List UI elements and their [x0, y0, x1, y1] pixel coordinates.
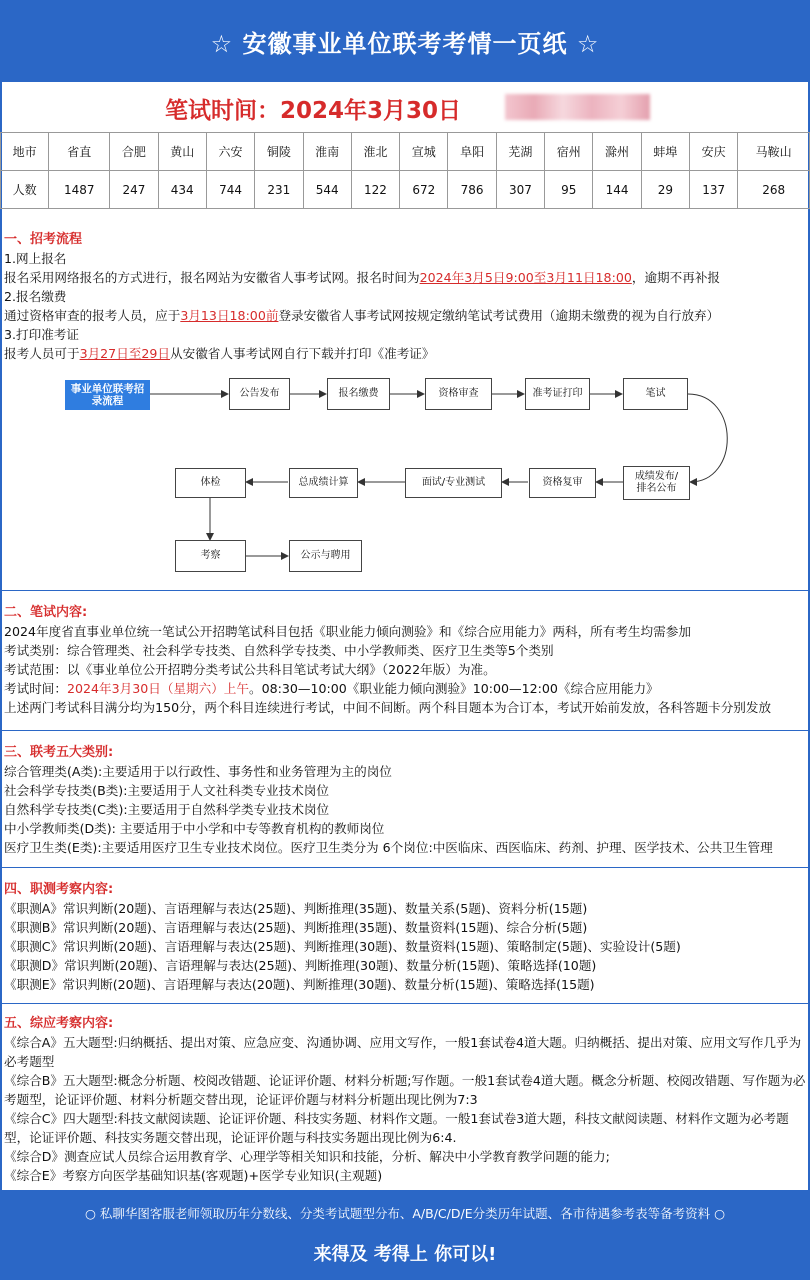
table-row-header: 地市: [1, 133, 49, 171]
table-cell: 231: [255, 171, 303, 209]
text-line: 考题型，论证评价题、材料分析题交替出现，论证评价题与材料分析题出现比例为7:3: [4, 1092, 478, 1107]
table-cell: 铜陵: [255, 133, 303, 171]
flow-step: 总成绩计算: [289, 468, 358, 498]
flow-step: 公告发布: [229, 378, 290, 410]
table-row: [1, 133, 810, 171]
text-line: 报考人员可于3月27日至29日从安徽省人事考试网自行下载并打印《准考证》: [4, 346, 435, 361]
list-item: 《职测E》常识判断(20题)、言语理解与表达(20题)、判断推理(30题)、数量分析(15题)、策略选择(15题): [4, 977, 595, 992]
registration-period: 2024年3月5日9:00至3月11日18:00: [419, 270, 632, 285]
section-comprehensive-content: [4, 1014, 806, 1185]
table-cell: 137: [690, 171, 738, 209]
table-cell: 淮北: [351, 133, 399, 171]
table-cell: 宣城: [400, 133, 448, 171]
text-line: 2.报名缴费: [4, 289, 67, 304]
section-recruit-process: [4, 230, 806, 363]
table-cell: 淮南: [303, 133, 351, 171]
flow-step: 准考证打印: [525, 378, 590, 410]
list-item: 中小学教师类(D类): 主要适用于中小学和中专等教育机构的教师岗位: [4, 821, 385, 836]
footer-slogan: 来得及 考得上 你可以!: [313, 1244, 497, 1265]
table-row: [1, 171, 810, 209]
text-line: 必考题型: [4, 1054, 55, 1069]
table-cell: 马鞍山: [738, 133, 810, 171]
flow-step: 考察: [175, 540, 246, 572]
table-cell: 786: [448, 171, 496, 209]
section-written-exam: [4, 603, 806, 717]
text-line: 上述两门考试科目满分均为150分，两个科目连续进行考试，中间不间断。两个科目题本为合订本，考试开始前发放，各科答题卡分别发放: [4, 700, 772, 715]
flow-step: 公示与聘用: [289, 540, 362, 572]
section-heading: 一、招考流程: [4, 232, 83, 247]
table-cell: 29: [641, 171, 689, 209]
text-line: 通过资格审查的报考人员，应于3月13日18:00前登录安徽省人事考试网按规定缴纳笔试考试费用（逾期未缴费的视为自行放弃）: [4, 308, 720, 323]
text-line: 《综合B》五大题型:概念分析题、校阅改错题、论证评价题、材料分析题;写作题。一般1套试卷4道大题。概念分析题、校阅改错题、写作题为必: [4, 1073, 806, 1088]
list-item: 自然科学专技类(C类):主要适用于自然科学类专业技术岗位: [4, 802, 330, 817]
table-cell: 544: [303, 171, 351, 209]
table-cell: 307: [496, 171, 544, 209]
text-line: 型，论证评价题、科技实务题交替出现，论证评价题与科技实务题出现比例为6:4.: [4, 1130, 457, 1145]
exam-time-heading: 笔试时间：2024年3月30日: [165, 98, 462, 124]
text-line: 3.打印准考证: [4, 327, 79, 342]
divider: [0, 867, 810, 868]
print-period: 3月27日至29日: [79, 346, 171, 361]
blurred-redaction: [505, 94, 650, 120]
list-item: 《职测C》常识判断(20题)、言语理解与表达(25题)、判断推理(30题)、数量资料(15题)、策略制定(5题)、实验设计(5题): [4, 939, 681, 954]
table-cell: 安庆: [690, 133, 738, 171]
section-heading: 二、笔试内容:: [4, 605, 88, 620]
table-cell: 阜阳: [448, 133, 496, 171]
section-heading: 四、职测考察内容:: [4, 882, 114, 897]
table-cell: 宿州: [545, 133, 593, 171]
flow-step: 资格复审: [529, 468, 596, 498]
list-item: 医疗卫生类(E类):主要适用医疗卫生专业技术岗位。医疗卫生类分为 6个岗位:中医临床、西医临床、药剂、护理、医学技术、公共卫生管理: [4, 840, 773, 855]
text-line: 《综合A》五大题型:归纳概括、提出对策、应急应变、沟通协调、应用文写作，一般1套试卷4道大题。归纳概括、提出对策、应用文写作几乎为: [4, 1035, 802, 1050]
section-heading: 三、联考五大类别:: [4, 745, 114, 760]
footer-banner: [0, 1190, 810, 1280]
table-cell: 滁州: [593, 133, 641, 171]
text-line: 1.网上报名: [4, 251, 67, 266]
table-cell: 1487: [49, 171, 110, 209]
footer-promo: ○ 私聊华图客服老师领取历年分数线、分类考试题型分布、A/B/C/D/E分类历年试题、各市待遇参考表等备考资料 ○: [85, 1206, 725, 1221]
table-cell: 黄山: [158, 133, 206, 171]
text-line: 报名采用网络报名的方式进行，报名网站为安徽省人事考试网。报名时间为2024年3月5日9:00至3月11日18:00，逾期不再补报: [4, 270, 720, 285]
flow-step: 报名缴费: [327, 378, 390, 410]
table-cell: 144: [593, 171, 641, 209]
flow-step: 资格审查: [425, 378, 492, 410]
table-cell: 省直: [49, 133, 110, 171]
flow-step: 笔试: [623, 378, 688, 410]
table-cell: 672: [400, 171, 448, 209]
table-row-header: 人数: [1, 171, 49, 209]
table-cell: 蚌埠: [641, 133, 689, 171]
text-line: 考试范围：以《事业单位公开招聘分类考试公共科目笔试考试大纲》（2022年版）为准。: [4, 662, 496, 677]
page-title: ☆ 安徽事业单位联考考情一页纸 ☆: [0, 0, 810, 82]
text-line: 考试时间：2024年3月30日（星期六）上午。08:30—10:00《职业能力倾向测验》10:00—12:00《综合应用能力》: [4, 681, 659, 696]
exam-date: 2024年3月30日（星期六）上午: [66, 681, 249, 696]
list-item: 《职测D》常识判断(20题)、言语理解与表达(25题)、判断推理(30题)、数量分析(15题)、策略选择(10题): [4, 958, 597, 973]
flow-step: 成绩发布/排名公布: [623, 466, 690, 500]
text-line: 考试类别：综合管理类、社会科学专技类、自然科学专技类、中小学教师类、医疗卫生类等5个类别: [4, 643, 554, 658]
table-cell: 95: [545, 171, 593, 209]
divider: [0, 590, 810, 591]
text-line: 2024年度省直事业单位统一笔试公开招聘笔试科目包括《职业能力倾向测验》和《综合应用能力》两科，所有考生均需参加: [4, 624, 691, 639]
text-line: 《综合D》测查应试人员综合运用教育学、心理学等相关知识和技能，分析、解决中小学教育教学问题的能力;: [4, 1149, 610, 1164]
table-cell: 芜湖: [496, 133, 544, 171]
table-cell: 247: [110, 171, 158, 209]
flow-start: 事业单位联考招录流程: [65, 380, 150, 410]
list-item: 综合管理类(A类):主要适用于以行政性、事务性和业务管理为主的岗位: [4, 764, 392, 779]
flow-step: 体检: [175, 468, 246, 498]
section-categories: [4, 743, 806, 857]
table-cell: 744: [206, 171, 254, 209]
text-line: 《综合E》考察方向医学基础知识基(客观题)+医学专业知识(主观题): [4, 1168, 383, 1183]
divider: [0, 730, 810, 731]
list-item: 《职测A》常识判断(20题)、言语理解与表达(25题)、判断推理(35题)、数量关系(5题)、资料分析(15题): [4, 901, 588, 916]
list-item: 社会科学专技类(B类):主要适用于人文社科类专业技术岗位: [4, 783, 329, 798]
table-cell: 434: [158, 171, 206, 209]
table-cell: 122: [351, 171, 399, 209]
table-cell: 合肥: [110, 133, 158, 171]
section-aptitude-content: [4, 880, 806, 994]
payment-deadline: 3月13日18:00前: [180, 308, 279, 323]
divider: [0, 1003, 810, 1004]
text-line: 《综合C》四大题型:科技文献阅读题、论证评价题、科技实务题、材料作文题。一般1套试卷3道大题，科技文献阅读题、材料作文题为必考题: [4, 1111, 789, 1126]
table-cell: 六安: [206, 133, 254, 171]
flowchart: [0, 372, 810, 582]
list-item: 《职测B》常识判断(20题)、言语理解与表达(25题)、判断推理(35题)、数量资料(15题)、综合分析(5题): [4, 920, 588, 935]
flow-step: 面试/专业测试: [405, 468, 502, 498]
quota-table: [0, 132, 810, 209]
section-heading: 五、综应考察内容:: [4, 1016, 114, 1031]
table-cell: 268: [738, 171, 810, 209]
